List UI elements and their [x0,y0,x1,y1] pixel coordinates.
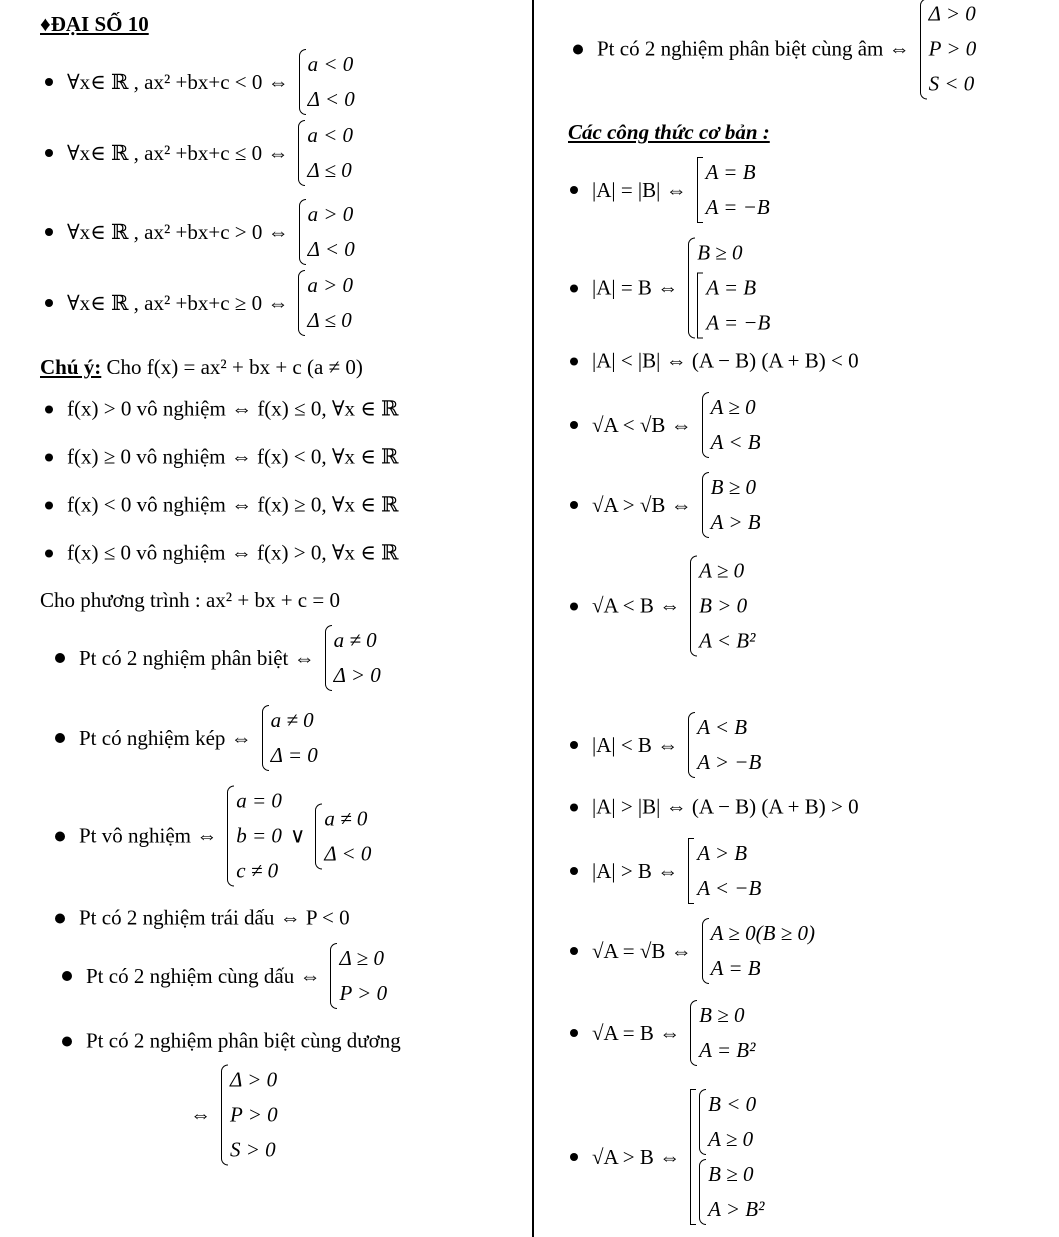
system-line: A ≥ 0(B ≥ 0) [710,921,815,945]
note-label: Chú ý: [40,355,102,379]
bullet-icon [570,284,578,292]
bullet-icon [55,653,65,663]
system-line: Δ = 0 [270,743,318,767]
brace-system [702,390,761,460]
formula-row [570,470,769,540]
formula-text: Pt có nghiệm kép ⇔ [79,725,252,750]
bullet-icon [570,1029,578,1037]
system-line: b = 0 [236,823,282,848]
formula-row [55,623,389,693]
brace-system [688,710,761,780]
formula-row [570,390,769,460]
brace-system [298,268,353,338]
system-line: S > 0 [230,1137,276,1162]
system-line: A ≥ 0 [699,558,745,583]
brace-system [221,1063,278,1168]
formula-row [45,118,361,188]
system-line: A ≥ 0 [710,395,756,419]
formula-row [570,554,763,659]
bullet-icon [62,1036,72,1046]
formula-row [55,784,379,889]
system-line: B < 0 [708,1092,757,1116]
system-line: A = B² [699,1038,756,1062]
bullet-icon [570,947,578,955]
brace-system [299,47,355,117]
system-line: a > 0 [307,273,353,297]
bullet-icon [45,549,53,557]
formula-row [62,1029,407,1054]
formula-text: f(x) < 0 vô nghiệm ⇔ f(x) ≥ 0, ∀x ∈ ℝ [67,492,399,517]
system-line: A > B [710,510,761,534]
brace-system [298,118,353,188]
system-line: a > 0 [307,202,354,226]
formula-row [45,397,405,422]
bullet-icon [570,741,578,749]
formula-text: √A = B ⇔ [592,1020,681,1045]
formula-row [570,795,865,820]
bullet-icon [570,803,578,811]
equation-line: Cho phương trình : ax² + bx + c = 0 [40,588,340,612]
system-line: a ≠ 0 [324,806,368,830]
square-bracket-system [688,836,761,906]
system-line: Δ > 0 [230,1067,278,1092]
system-line: Δ < 0 [324,841,372,865]
bullet-icon [573,44,583,54]
brace-system [702,916,815,986]
formula-row [570,916,823,986]
formula-text: |A| > |B| ⇔ (A − B) (A + B) > 0 [592,794,859,819]
system-line: a ≠ 0 [333,628,377,652]
formula-text: Pt vô nghiệm ⇔ [79,823,218,848]
system-line: A < −B [697,876,762,900]
square-bracket-system [697,155,770,225]
system-line: Δ > 0 [333,663,381,687]
system-line: A < B [697,715,748,739]
formula-row [573,0,984,102]
system-line: B ≥ 0 [708,1162,754,1186]
formula-row [45,47,363,117]
bullet-icon [62,971,72,981]
formula-text: ∀x∈ ℝ , ax² +bx+c < 0 ⇔ [67,69,289,94]
section-title: ♦ĐẠI SỐ 10 [40,12,149,36]
brace-system [227,784,282,889]
formula-row [45,445,405,470]
formula-text: |A| = B ⇔ [592,275,679,300]
bullet-icon [45,501,53,509]
formula-row [62,941,395,1011]
bullet-icon [570,501,578,509]
system-line: A > −B [697,750,762,774]
brace-system [699,1157,764,1227]
square-bracket-system [690,1087,772,1227]
system-line: c ≠ 0 [236,858,279,883]
formula-row [45,493,405,518]
formula-text: ∀x∈ ℝ , ax² +bx+c ≥ 0 ⇔ [67,290,289,315]
brace-system [299,197,355,267]
square-bracket-system [697,271,770,341]
system-line: Δ < 0 [307,87,355,111]
brace-system [325,623,381,693]
brace-system [702,470,761,540]
formula-text: √A > B ⇔ [592,1144,681,1169]
formula-text: √A < B ⇔ [592,593,681,618]
system-line: S < 0 [928,71,975,96]
bullet-icon [45,149,53,157]
column-divider [532,0,534,1237]
system-line: a = 0 [236,788,282,813]
formula-text: Pt có 2 nghiệm phân biệt cùng dương [86,1028,401,1053]
system-line: A = B [710,956,761,980]
system-line: P > 0 [928,36,977,61]
formula-text: √A > √B ⇔ [592,492,692,517]
note-line [40,355,363,380]
system-line: B > 0 [699,593,748,618]
formula-text: f(x) ≤ 0 vô nghiệm ⇔ f(x) > 0, ∀x ∈ ℝ [67,540,399,565]
bullet-icon [570,867,578,875]
formula-text: Pt có 2 nghiệm phân biệt cùng âm ⇔ [597,36,910,61]
formula-row [45,268,361,338]
system-line: A = −B [705,195,770,219]
brace-system [330,941,387,1011]
bullet-icon [45,453,53,461]
brace-system [690,554,755,659]
brace-system [699,1087,764,1157]
system-line: A = B [706,275,757,300]
system-line: B ≥ 0 [699,1003,745,1027]
bullet-icon [45,78,53,86]
formula-text: |A| < |B| ⇔ (A − B) (A + B) < 0 [592,348,859,373]
formula-text: ∀x∈ ℝ , ax² +bx+c ≤ 0 ⇔ [67,140,289,165]
brace-system [690,998,755,1068]
formula-text: |A| > B ⇔ [592,858,679,883]
brace-system [920,0,977,102]
system-line: A = −B [706,310,771,335]
system-line: A < B [710,430,761,454]
system-line: Δ > 0 [928,1,976,26]
formula-text: √A = √B ⇔ [592,938,692,963]
system-line: a < 0 [307,123,353,147]
system-line: A < B² [699,628,756,653]
formula-text: |A| < B ⇔ [592,732,679,757]
formula-row [55,906,356,931]
formula-row [45,197,363,267]
system-line: A > B [697,841,748,865]
system-line: P > 0 [339,981,388,1005]
formula-row [570,155,778,225]
formula-row [570,236,786,341]
bullet-icon [55,913,65,923]
bullet-icon [45,228,53,236]
system-line: B ≥ 0 [697,240,743,265]
system-line: Δ ≤ 0 [307,308,352,332]
formula-text: Pt có 2 nghiệm cùng dấu ⇔ [86,963,321,988]
system-line: a ≠ 0 [270,708,314,732]
bullet-icon [570,1153,578,1161]
formula-text: ∨ [289,823,306,848]
bullet-icon [45,299,53,307]
formulas-title: Các công thức cơ bản : [568,120,770,144]
system-line: Δ ≤ 0 [307,158,352,182]
bullet-icon [570,357,578,365]
bullet-icon [570,602,578,610]
bullet-icon [570,421,578,429]
formula-row [570,836,769,906]
bullet-icon [55,831,65,841]
system-line: B ≥ 0 [710,475,757,499]
system-line: A ≥ 0 [708,1127,754,1151]
formula-row [45,541,405,566]
formula-row [570,349,865,374]
brace-system [315,801,371,871]
system-line: A = B [705,160,756,184]
formula-row [570,710,769,780]
formula-text: f(x) > 0 vô nghiệm ⇔ f(x) ≤ 0, ∀x ∈ ℝ [67,396,399,421]
formula-row [570,1087,780,1227]
formula-text: ⇔ [190,1102,211,1127]
brace-system [262,703,318,773]
formula-text: √A < √B ⇔ [592,412,692,437]
note-text: Cho f(x) = ax² + bx + c (a ≠ 0) [101,355,363,379]
system-line: a < 0 [307,52,354,76]
system-line: Δ ≥ 0 [339,946,384,970]
formula-row [570,998,763,1068]
bullet-icon [570,186,578,194]
system-line: P > 0 [230,1102,278,1127]
formula-text: |A| = |B| ⇔ [592,177,687,202]
bullet-icon [45,405,53,413]
formula-row [190,1063,286,1168]
formula-row [55,703,326,773]
bullet-icon [55,733,65,743]
formula-text: ∀x∈ ℝ , ax² +bx+c > 0 ⇔ [67,219,289,244]
formula-text: f(x) ≥ 0 vô nghiệm ⇔ f(x) < 0, ∀x ∈ ℝ [67,444,399,469]
system-line: A > B² [708,1197,765,1221]
system-line: Δ < 0 [307,237,355,261]
formula-text: Pt có 2 nghiệm trái dấu ⇔ P < 0 [79,905,350,930]
brace-system [688,236,778,341]
formula-text: Pt có 2 nghiệm phân biệt ⇔ [79,645,315,670]
